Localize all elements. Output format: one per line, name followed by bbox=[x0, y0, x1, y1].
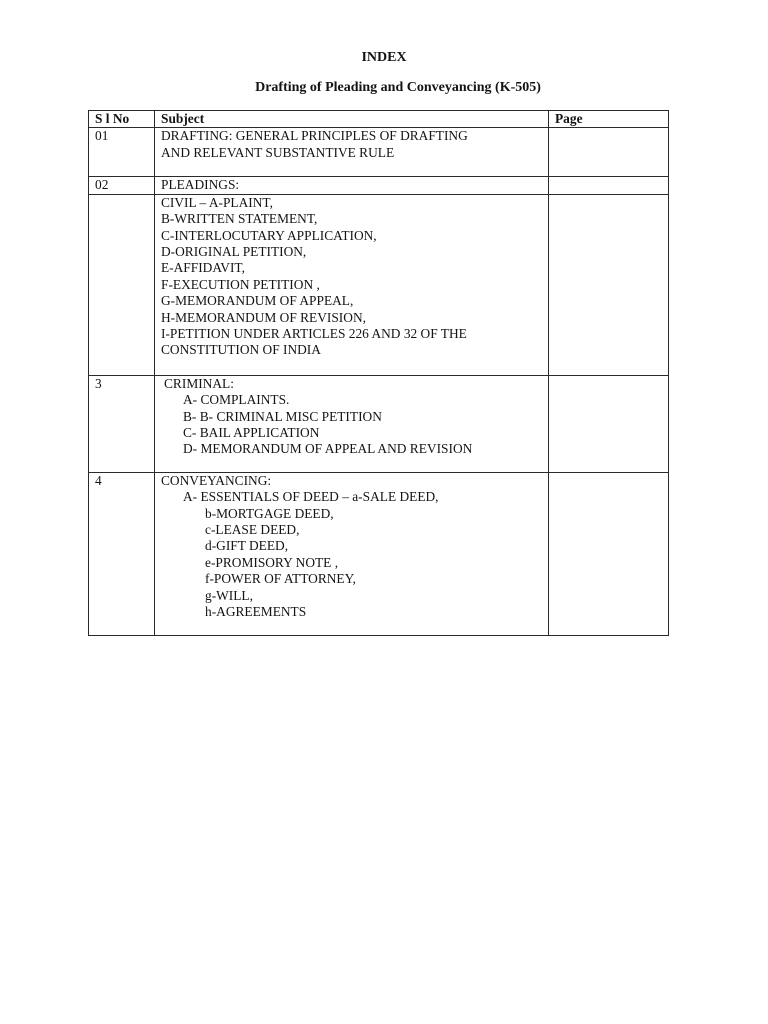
table-row bbox=[89, 472, 669, 635]
subject-line: A- COMPLAINTS. bbox=[183, 392, 290, 408]
subject-line: e-PROMISORY NOTE , bbox=[205, 554, 339, 570]
row-page bbox=[549, 177, 669, 194]
row-subject bbox=[155, 194, 549, 375]
subject-line: A- ESSENTIALS OF DEED – a-SALE DEED, bbox=[183, 489, 439, 505]
subject-line: AND RELEVANT SUBSTANTIVE RULE bbox=[161, 144, 395, 160]
document-title: INDEX bbox=[361, 50, 407, 65]
header-serial-number: S l No bbox=[89, 111, 155, 128]
subject-line: CONSTITUTION OF INDIA bbox=[161, 342, 321, 358]
subject-line: F-EXECUTION PETITION , bbox=[161, 276, 320, 292]
subject-line: D-ORIGINAL PETITION, bbox=[161, 244, 307, 260]
row-subject-heading: PLEADINGS: bbox=[155, 177, 549, 194]
document-subtitle: Drafting of Pleading and Conveyancing (K-505) bbox=[255, 80, 541, 95]
subject-line: f-POWER OF ATTORNEY, bbox=[205, 571, 356, 587]
row-page bbox=[549, 472, 669, 635]
subject-line: C- BAIL APPLICATION bbox=[183, 425, 320, 441]
row-subject bbox=[155, 128, 549, 177]
subject-heading: CONVEYANCING: bbox=[161, 472, 272, 488]
row-number-empty bbox=[89, 194, 155, 375]
subject-line: G-MEMORANDUM OF APPEAL, bbox=[161, 293, 354, 309]
header-subject: Subject bbox=[155, 111, 549, 128]
subject-line: CIVIL – A-PLAINT, bbox=[161, 194, 273, 210]
subject-line: c-LEASE DEED, bbox=[205, 522, 300, 538]
subject-line: h-AGREEMENTS bbox=[205, 604, 307, 620]
row-number: 4 bbox=[89, 472, 155, 635]
subject-line: C-INTERLOCUTARY APPLICATION, bbox=[161, 227, 377, 243]
row-page bbox=[549, 128, 669, 177]
row-page bbox=[549, 194, 669, 375]
row-number: 02 bbox=[89, 177, 155, 194]
table-header-row bbox=[89, 111, 669, 128]
table-row bbox=[89, 177, 669, 194]
subject-line: g-WILL, bbox=[205, 587, 253, 603]
subject-line: b-MORTGAGE DEED, bbox=[205, 505, 334, 521]
subject-line: I-PETITION UNDER ARTICLES 226 AND 32 OF THE bbox=[161, 326, 467, 342]
subject-line: DRAFTING: GENERAL PRINCIPLES OF DRAFTING bbox=[161, 128, 468, 144]
subject-line: B-WRITTEN STATEMENT, bbox=[161, 211, 318, 227]
table-row bbox=[89, 375, 669, 472]
header-page: Page bbox=[549, 111, 669, 128]
row-subject bbox=[155, 375, 549, 472]
subject-line: H-MEMORANDUM OF REVISION, bbox=[161, 309, 366, 325]
row-number: 01 bbox=[89, 128, 155, 177]
row-page bbox=[549, 375, 669, 472]
subject-line: d-GIFT DEED, bbox=[205, 538, 289, 554]
index-table bbox=[88, 110, 669, 636]
subject-line: B- B- CRIMINAL MISC PETITION bbox=[183, 408, 382, 424]
row-subject bbox=[155, 472, 549, 635]
subject-line: D- MEMORANDUM OF APPEAL AND REVISION bbox=[183, 441, 473, 457]
table-row bbox=[89, 128, 669, 177]
subject-line: E-AFFIDAVIT, bbox=[161, 260, 245, 276]
row-number: 3 bbox=[89, 375, 155, 472]
table-row bbox=[89, 194, 669, 375]
subject-heading: CRIMINAL: bbox=[164, 375, 234, 391]
